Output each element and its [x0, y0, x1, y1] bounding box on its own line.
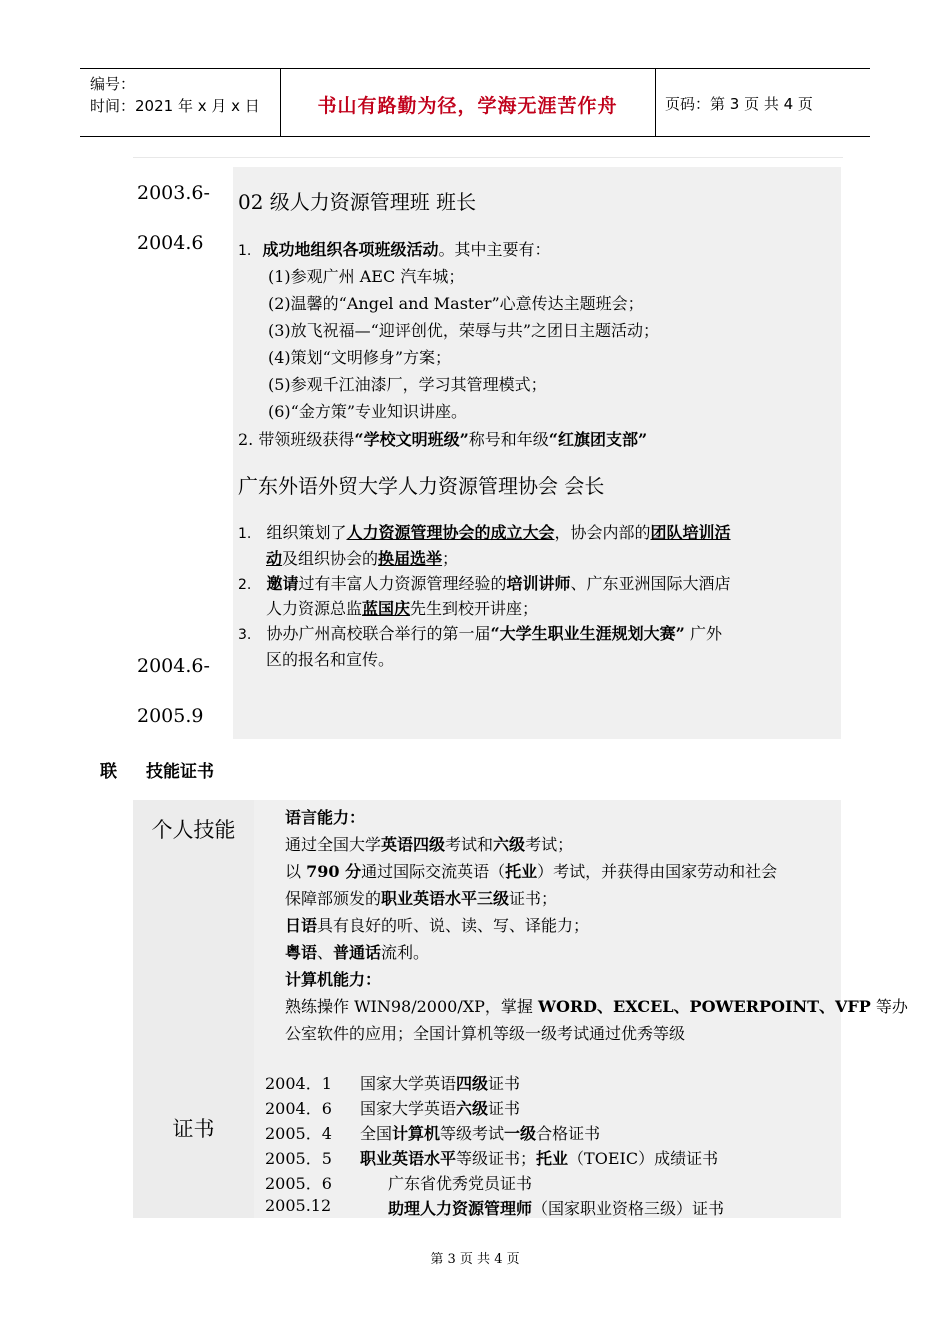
skill-line: 公室软件的应用；全国计算机等级一级考试通过优秀等级	[285, 1024, 686, 1043]
page-footer: 第 3 页 共 4 页	[430, 1252, 520, 1267]
skills-label-column	[133, 800, 254, 1218]
section-title: 技能证书	[146, 762, 214, 782]
date-end: 2004.6	[137, 232, 204, 254]
cert-date: 2005．6	[265, 1174, 332, 1193]
header-meta	[90, 73, 260, 117]
table-top-rule	[133, 157, 843, 158]
list-item-continuation: 动及组织协会的换届选举；	[266, 549, 459, 568]
activity-item: (4)策划“文明修身”方案；	[268, 348, 452, 367]
header-page-info: 页码：第 3 页 共 4 页	[665, 95, 813, 113]
skill-line: 熟练操作 WIN98/2000/XP，掌握 WORD、EXCEL、POWERPOINT、VFP 等办	[285, 997, 908, 1016]
certificates-label: 证书	[172, 1117, 215, 1141]
computer-ability-title: 计算机能力：	[285, 970, 382, 989]
page-header	[80, 68, 870, 137]
activity-item: (1)参观广州 AEC 汽车城；	[268, 267, 465, 286]
section-prefix: 联	[100, 762, 117, 782]
language-ability-title: 语言能力：	[285, 808, 366, 827]
skill-line: 粤语、普通话流利。	[285, 943, 430, 962]
list-item: 1. 组织策划了人力资源管理协会的成立大会，协会内部的团队培训活	[238, 523, 731, 542]
cert-name: 全国计算机等级考试一级合格证书	[360, 1124, 601, 1143]
cert-name: 助理人力资源管理师（国家职业资格三级）证书	[388, 1199, 725, 1218]
activity-item: (6)“金方策”专业知识讲座。	[268, 402, 468, 421]
document-time-label: 时间：2021 年 x 月 x 日	[90, 97, 260, 115]
cert-name: 广东省优秀党员证书	[388, 1174, 533, 1193]
date-end: 2005.9	[137, 705, 204, 727]
cert-date: 2005.12	[265, 1196, 332, 1215]
list-item-continuation: 人力资源总监蓝国庆先生到校开讲座；	[266, 599, 539, 618]
date-start: 2004.6-	[137, 655, 210, 677]
cert-name: 国家大学英语六级证书	[360, 1099, 521, 1118]
list-item: 2. 邀请过有丰富人力资源管理经验的培训讲师、广东亚洲国际大酒店	[238, 574, 731, 593]
cert-date: 2004．1	[265, 1074, 332, 1093]
cert-date: 2005．4	[265, 1124, 332, 1143]
skill-line: 通过全国大学英语四级考试和六级考试；	[285, 835, 574, 854]
skill-line: 保障部颁发的职业英语水平三级证书；	[285, 889, 558, 908]
cert-date: 2005．5	[265, 1149, 332, 1168]
cert-name: 国家大学英语四级证书	[360, 1074, 521, 1093]
activity-item: (5)参观千江油漆厂，学习其管理模式；	[268, 375, 547, 394]
skills-label: 个人技能	[151, 818, 236, 842]
document-number-label: 编号：	[90, 75, 136, 93]
cert-date: 2004．6	[265, 1099, 332, 1118]
cert-name: 职业英语水平等级证书；托业（TOEIC）成绩证书	[360, 1149, 719, 1168]
skill-line: 日语具有良好的听、说、读、写、译能力；	[285, 916, 590, 935]
header-motto: 书山有路勤为径，学海无涯苦作舟	[317, 95, 618, 117]
list-item-continuation: 区的报名和宣传。	[266, 650, 395, 669]
list-item: 1. 成功地组织各项班级活动。其中主要有：	[238, 240, 551, 259]
activity-item: (2)温馨的“Angel and Master”心意传达主题班会；	[268, 294, 644, 313]
association-role-heading: 广东外语外贸大学人力资源管理协会 会长	[238, 474, 605, 498]
list-item: 2. 带领班级获得“学校文明班级”称号和年级“红旗团支部”	[238, 430, 648, 449]
header-divider	[655, 69, 656, 136]
list-item: 3. 协办广州高校联合举行的第一届“大学生职业生涯规划大赛” 广外	[238, 624, 722, 643]
date-start: 2003.6-	[137, 182, 210, 204]
activity-item: (3)放飞祝福—“迎评创优，荣辱与共”之团日主题活动；	[268, 321, 660, 340]
class-role-heading: 02 级人力资源管理班 班长	[238, 190, 477, 214]
skill-line: 以 790 分通过国际交流英语（托业）考试，并获得由国家劳动和社会	[285, 862, 778, 881]
